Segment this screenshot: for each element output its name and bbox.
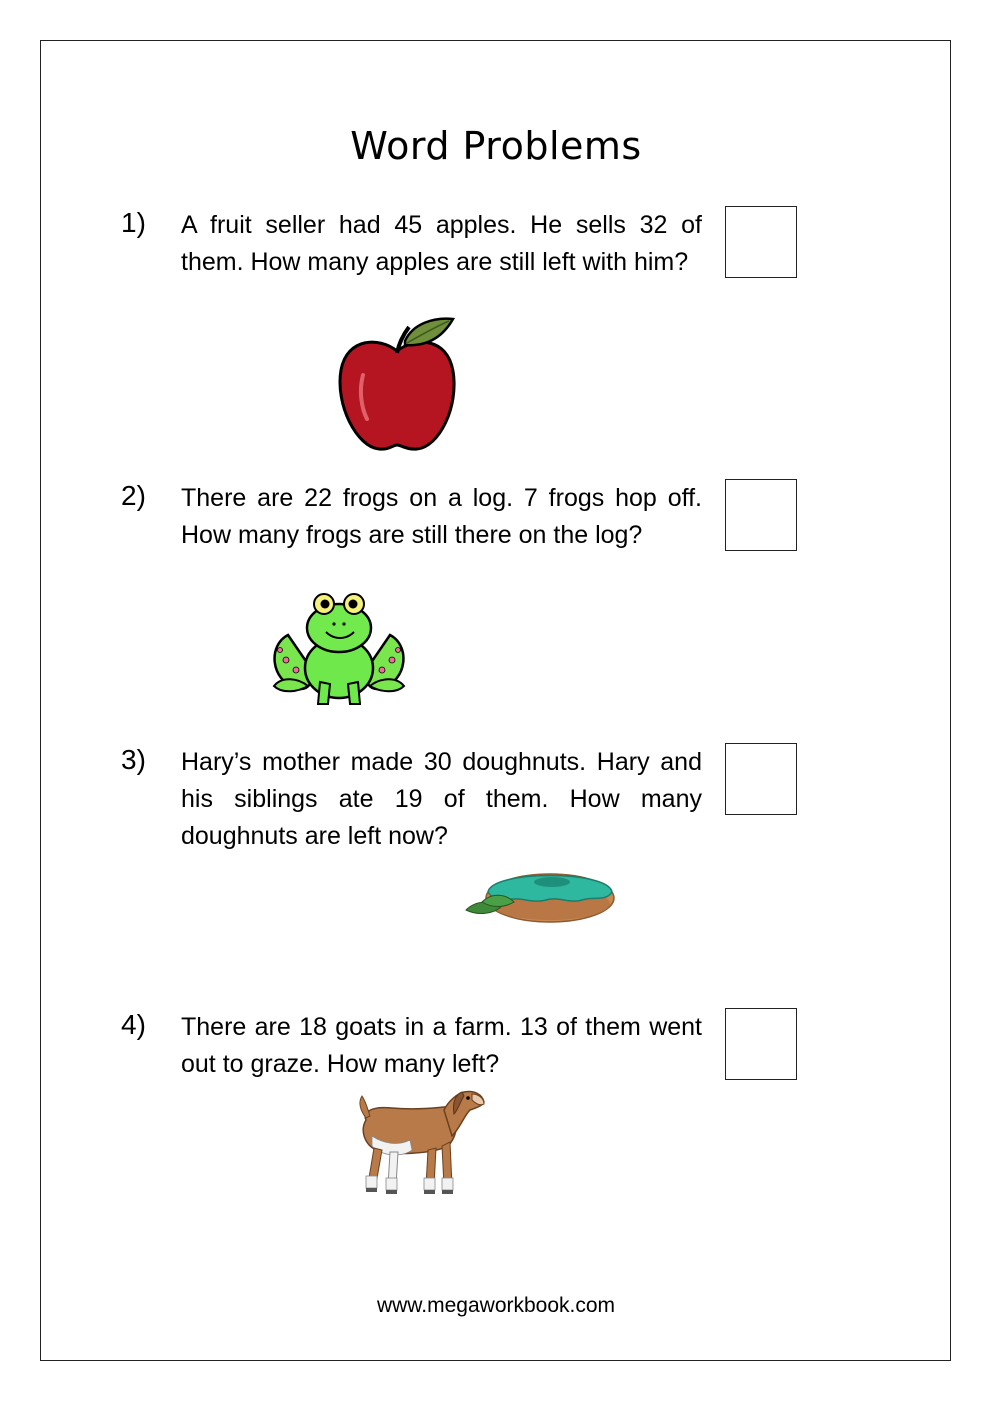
answer-box-3[interactable] [725, 743, 797, 815]
answer-box-2[interactable] [725, 479, 797, 551]
apple-icon [335, 315, 460, 457]
page-title: Word Problems [350, 124, 642, 168]
problem-text: A fruit seller had 45 apples. He sells 32 of them. How many apples are still left with him? [181, 211, 702, 276]
footer-website: www.megaworkbook.com [376, 1294, 616, 1317]
frog-icon [268, 590, 410, 716]
answer-box-1[interactable] [725, 206, 797, 278]
goat-icon [352, 1084, 486, 1206]
problem-text: Hary’s mother made 30 doughnuts. Hary and his siblings ate 19 of them. How many doughnuts are left now? [181, 748, 702, 850]
answer-box-4[interactable] [725, 1008, 797, 1080]
problem-text: There are 18 goats in a farm. 13 of them went out to graze. How many left? [181, 1013, 702, 1078]
problem-number: 3) [121, 744, 146, 775]
problem-number: 2) [121, 480, 146, 511]
problem-number: 1) [121, 207, 146, 238]
problem-text: There are 22 frogs on a log. 7 frogs hop off. How many frogs are still there on the log? [181, 484, 702, 549]
doughnut-icon [462, 858, 618, 932]
problem-number: 4) [121, 1009, 146, 1040]
